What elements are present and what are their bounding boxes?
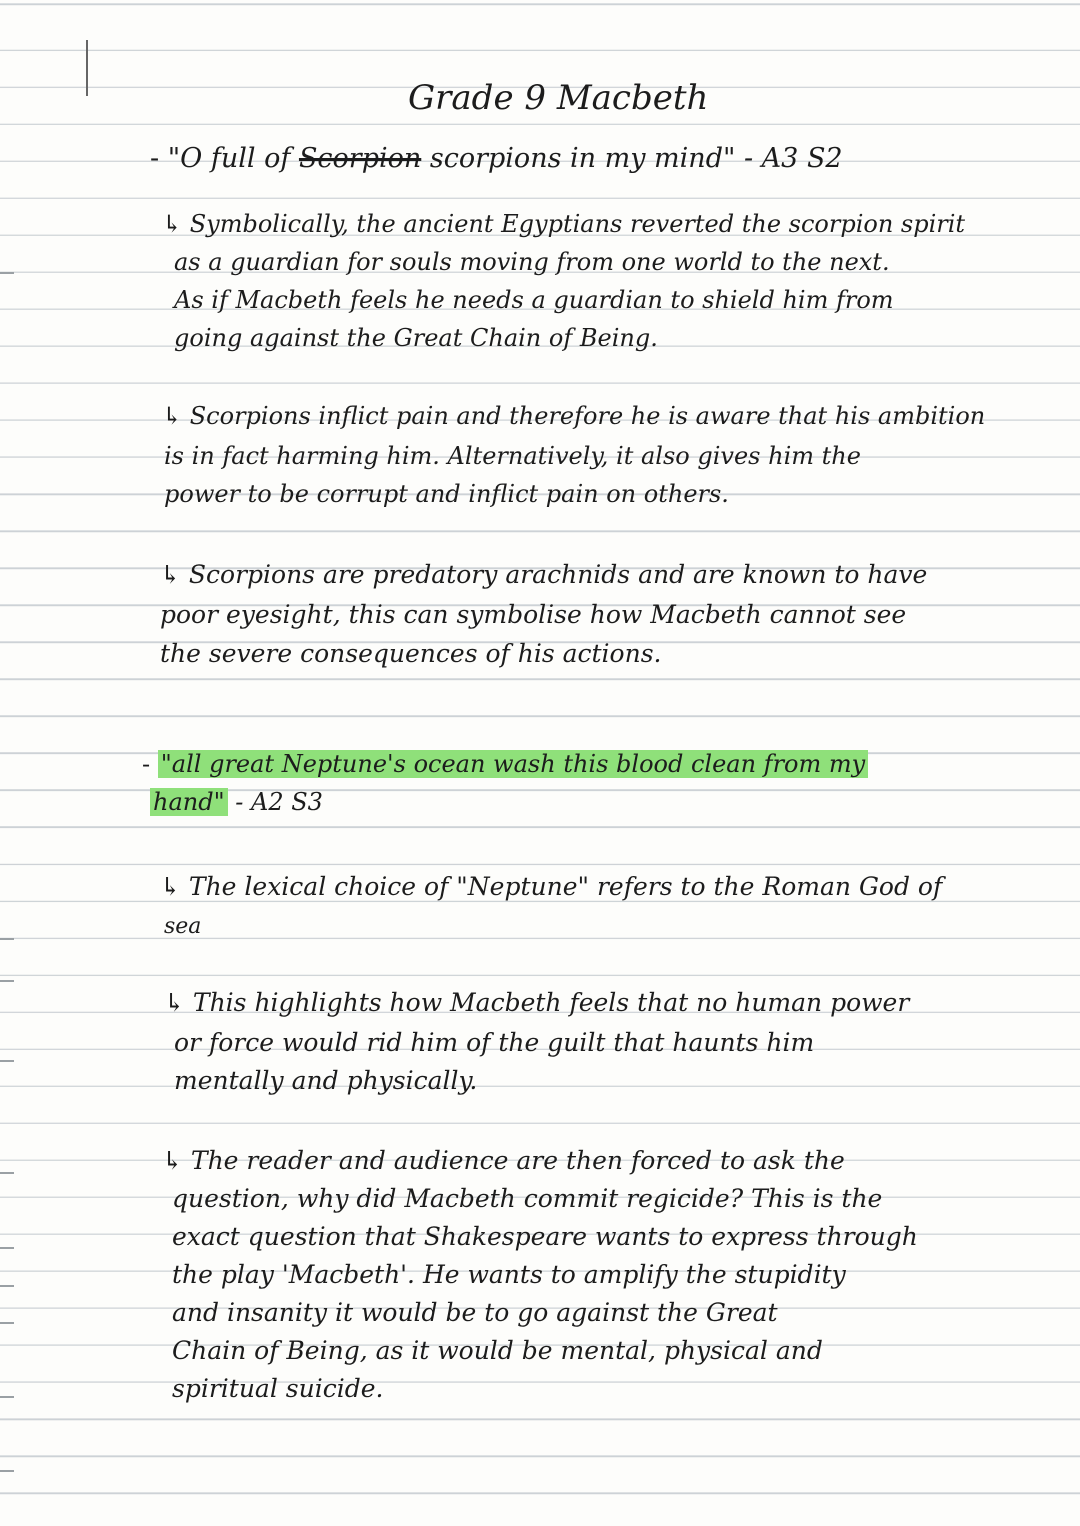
margin-tick	[0, 1396, 14, 1398]
margin-tick	[0, 272, 14, 274]
point-3-line: ↳ Scorpions are predatory arachnids and are known to have	[160, 560, 928, 589]
quote-1	[150, 145, 843, 172]
margin-tick	[0, 980, 14, 982]
margin-tick	[0, 938, 14, 940]
margin-tick	[0, 1247, 14, 1249]
point-1-line: ↳ Symbolically, the ancient Egyptians reverted the scorpion spirit	[162, 210, 966, 238]
point-3-line: the severe consequences of his actions.	[160, 639, 662, 668]
point-6-line: spiritual suicide.	[172, 1374, 384, 1403]
margin-tick	[0, 1172, 14, 1174]
quote-1-bullet: -	[150, 143, 160, 174]
margin-tick	[0, 1060, 14, 1062]
point-5-line: ↳ This highlights how Macbeth feels that no human power	[164, 988, 910, 1017]
page-title: Grade 9 Macbeth	[408, 78, 709, 118]
quote-2-line-2	[150, 790, 323, 814]
quote-2-highlight: "all great Neptune's ocean wash this blood clean from my	[158, 750, 868, 778]
point-2-line: is in fact harming him. Alternatively, it also gives him the	[164, 442, 861, 470]
point-1-line: as a guardian for souls moving from one world to the next.	[174, 248, 890, 276]
point-5-line: or force would rid him of the guilt that haunts him	[174, 1028, 815, 1057]
margin-tick	[0, 1322, 14, 1324]
quote-1-open: "O full of	[167, 143, 291, 174]
point-6-line: question, why did Macbeth commit regicide? This is the	[172, 1184, 883, 1213]
point-5-line: mentally and physically.	[174, 1066, 478, 1095]
point-6-line: Chain of Being, as it would be mental, physical and	[172, 1336, 823, 1365]
point-4-line: ↳ The lexical choice of "Neptune" refers to the Roman God of	[160, 872, 943, 901]
quote-2-line-1	[142, 752, 868, 776]
point-6-line: and insanity it would be to go against the Great	[172, 1298, 778, 1327]
quote-1-struck-word: Scorpion	[298, 143, 422, 174]
quote-2-bullet: -	[142, 750, 151, 778]
page-edge-mark	[86, 40, 88, 96]
point-3-line: poor eyesight, this can symbolise how Macbeth cannot see	[160, 600, 907, 629]
quote-2-highlight-end: hand"	[150, 788, 228, 816]
quote-1-rest: scorpions in my mind" - A3 S2	[429, 143, 843, 174]
point-6-line: the play 'Macbeth'. He wants to amplify the stupidity	[172, 1260, 846, 1289]
margin-tick	[0, 1285, 14, 1287]
point-6-line: exact question that Shakespeare wants to express through	[172, 1222, 918, 1251]
point-1-line: going against the Great Chain of Being.	[174, 324, 658, 352]
point-2-line: power to be corrupt and inflict pain on others.	[164, 480, 729, 508]
point-6-line: ↳ The reader and audience are then forced to ask the	[162, 1146, 845, 1175]
point-2-line: ↳ Scorpions inflict pain and therefore he is aware that his ambition	[162, 402, 986, 430]
margin-tick	[0, 1470, 14, 1472]
point-4-line: sea	[164, 914, 202, 939]
quote-2-reference: - A2 S3	[235, 788, 323, 816]
point-1-line: As if Macbeth feels he needs a guardian to shield him from	[174, 286, 894, 314]
